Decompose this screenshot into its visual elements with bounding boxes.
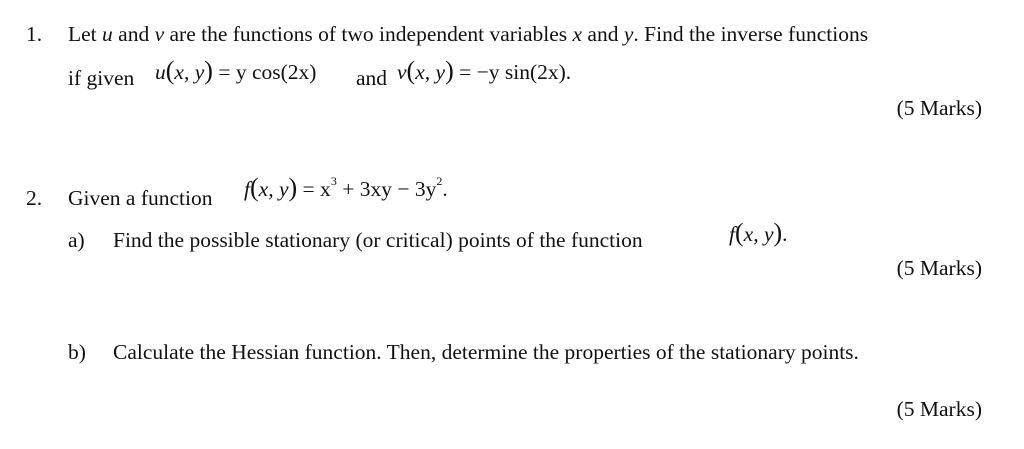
function-arguments: x, y: [174, 60, 205, 84]
exponent: 3: [330, 174, 337, 188]
text-segment: Let: [68, 22, 103, 46]
part-a-text: Find the possible stationary (or critical) points of the function: [113, 228, 643, 252]
function-name: u: [155, 60, 166, 84]
equation-rhs: = −y sin(2x).: [453, 60, 572, 84]
marks-label: (5 Marks): [896, 96, 982, 120]
equation-rhs-part: .: [442, 177, 448, 201]
marks-label: (5 Marks): [896, 397, 982, 421]
equation-rhs: = y cos(2x): [212, 60, 317, 84]
open-paren: (: [165, 56, 175, 85]
marks-label: (5 Marks): [896, 256, 982, 280]
variable-v: v: [154, 22, 165, 46]
and-text: and: [356, 66, 388, 90]
function-equation: [244, 173, 448, 203]
question-number: 2.: [26, 186, 43, 210]
variable-u: u: [102, 22, 113, 46]
equation-v: [397, 56, 571, 86]
text-segment: and: [112, 22, 155, 46]
part-b-text: Calculate the Hessian function. Then, determine the properties of the stationary points.: [113, 340, 859, 364]
close-paren: ): [773, 218, 783, 247]
equation-rhs-part: = x: [297, 177, 331, 201]
if-given-text: if given: [68, 66, 135, 90]
close-paren: ): [445, 56, 454, 85]
open-paren: (: [249, 173, 259, 202]
function-name: v: [397, 60, 407, 84]
text-segment: are the functions of two independent variables: [164, 22, 573, 46]
function-reference: [729, 218, 788, 248]
function-name: f: [729, 222, 735, 246]
variable-y: y: [623, 22, 634, 46]
exponent: 2: [436, 174, 443, 188]
function-arguments: x, y: [258, 177, 289, 201]
close-paren: ): [288, 173, 298, 202]
close-paren: ): [204, 56, 213, 85]
equation-u: [155, 56, 316, 86]
question-1-line-1: [68, 22, 868, 47]
open-paren: (: [406, 56, 416, 85]
function-arguments: x, y: [415, 60, 446, 84]
equation-rhs-part: + 3xy − 3y: [336, 177, 437, 201]
period: .: [782, 222, 788, 246]
question-intro: Given a function: [68, 186, 213, 210]
text-segment: . Find the inverse functions: [633, 22, 869, 46]
part-label: b): [68, 340, 86, 364]
function-arguments: x, y: [743, 222, 774, 246]
variable-x: x: [572, 22, 583, 46]
part-label: a): [68, 228, 85, 252]
open-paren: (: [734, 218, 744, 247]
question-number: 1.: [26, 22, 43, 46]
function-name: f: [244, 177, 250, 201]
text-segment: and: [582, 22, 624, 46]
